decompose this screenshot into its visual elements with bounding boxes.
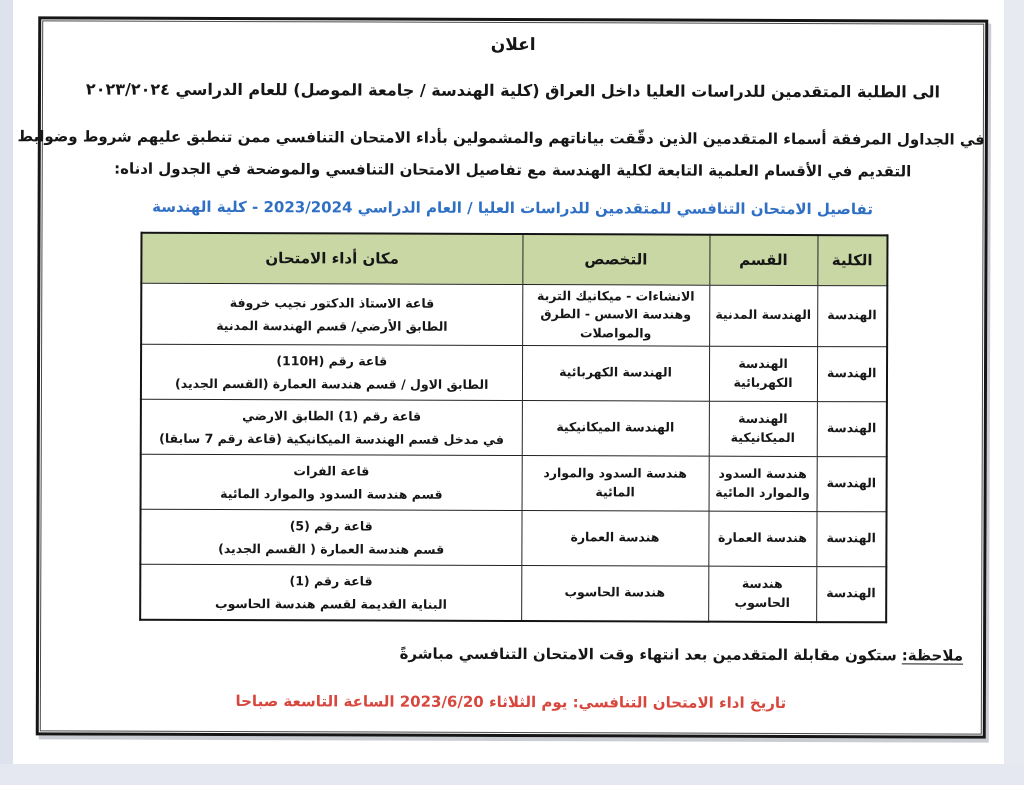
college-cell: الهندسة [816,511,886,566]
table-row [140,564,886,622]
specialization-cell: الهندسة الكهربائية [522,345,709,401]
note-text: ستكون مقابلة المتقدمين بعد انتهاء وقت الامتحان التنافسي مباشرةً [399,644,897,665]
location-cell [141,399,522,455]
department-cell: الهندسة المدنية [709,285,817,347]
department-cell: الهندسة الميكانيكية [709,401,817,456]
location-cell [140,509,521,565]
table-row [141,344,887,402]
location-line-1: قاعة رقم (5) [289,517,373,534]
exam-date-line: تاريخ اداء الامتحان التنافسي: يوم الثلاثاء 2023/6/20 الساعة التاسعة صباحا [235,692,787,712]
note-label: ملاحظة: [901,646,964,665]
location-cell [140,564,521,621]
photo-edge-bottom [0,764,1024,785]
photo-edge-right [1004,0,1024,785]
note-line [400,645,963,665]
location-cell [141,283,522,346]
department-cell: الهندسة الكهربائية [709,346,817,401]
table-row [141,454,887,512]
location-line-2: الطابق الأرضي/ قسم الهندسة المدنية [216,317,448,334]
table-row [141,283,887,347]
college-cell: الهندسة [816,566,886,622]
specialization-cell: هندسة الحاسوب [521,565,708,621]
location-line-2: في مدخل قسم الهندسة الميكانيكية (قاعة رقم 7 سابقا) [159,430,504,447]
exam-table [139,232,888,623]
announcement-document [17,16,989,738]
college-cell: الهندسة [817,346,887,401]
specialization-cell: هندسة العمارة [521,510,708,566]
intro-line-1: في الجداول المرفقة أسماء المتقدمين الذين دقّقت بياناتهم والمشمولين بأداء الامتحان التنافسي ممن تنطبق عليهم شروط وضوابط [17,127,985,149]
table-row [141,399,887,457]
college-cell: الهندسة [817,285,887,346]
table-header-row [141,233,887,286]
header-specialization: التخصص [522,234,709,285]
location-line-1: قاعة الفرات [293,462,370,479]
location-line-1: قاعة رقم (110H) [276,352,388,369]
location-line-1: قاعة رقم (1) [289,572,373,589]
addressee-title: الى الطلبة المتقدمين للدراسات العليا داخل العراق (كلية الهندسة / جامعة الموصل) للعام الدراسي ٢٠٢٣/٢٠٢٤ [85,79,941,102]
exam-table-wrapper [139,232,888,623]
announcement-heading: اعلان [490,34,536,56]
header-location: مكان أداء الامتحان [141,233,522,284]
table-row [140,509,886,567]
location-line-2: البناية القديمة لقسم هندسة الحاسوب [214,595,447,612]
location-cell [141,454,522,510]
specialization-cell: الانشاءات - ميكانيك التربة وهندسة الاسس - الطرق والمواصلات [522,284,709,346]
photo-edge-left [0,0,13,772]
intro-line-2: التقديم في الأقسام العلمية التابعة لكلية الهندسة مع تفاصيل الامتحان التنافسي والموضحة في الجدول ادناه: [114,159,912,181]
header-department: القسم [709,235,817,285]
department-cell: هندسة العمارة [708,511,816,566]
location-line-1: قاعة رقم (1) الطابق الارضي [242,407,422,424]
specialization-cell: الهندسة الميكانيكية [522,400,709,456]
department-cell: هندسة السدود والموارد المائية [709,456,817,511]
location-line-2: الطابق الاول / قسم هندسة العمارة (القسم الجديد) [175,375,489,392]
college-cell: الهندسة [817,401,887,456]
location-line-2: قسم هندسة العمارة ( القسم الجديد) [218,540,445,557]
location-line-1: قاعة الاستاذ الدكتور نجيب خروفة [229,294,435,311]
location-line-2: قسم هندسة السدود والموارد المائية [220,485,443,502]
specialization-cell: هندسة السدود والموارد المائية [522,455,709,511]
department-cell: هندسة الحاسوب [708,566,816,622]
table-caption: تفاصيل الامتحان التنافسي للمتقدمين للدراسات العليا / العام الدراسي 2023/2024 - كلية الهندسة [152,197,874,219]
header-college: الكلية [817,235,887,285]
college-cell: الهندسة [817,456,887,511]
location-cell [141,344,522,400]
